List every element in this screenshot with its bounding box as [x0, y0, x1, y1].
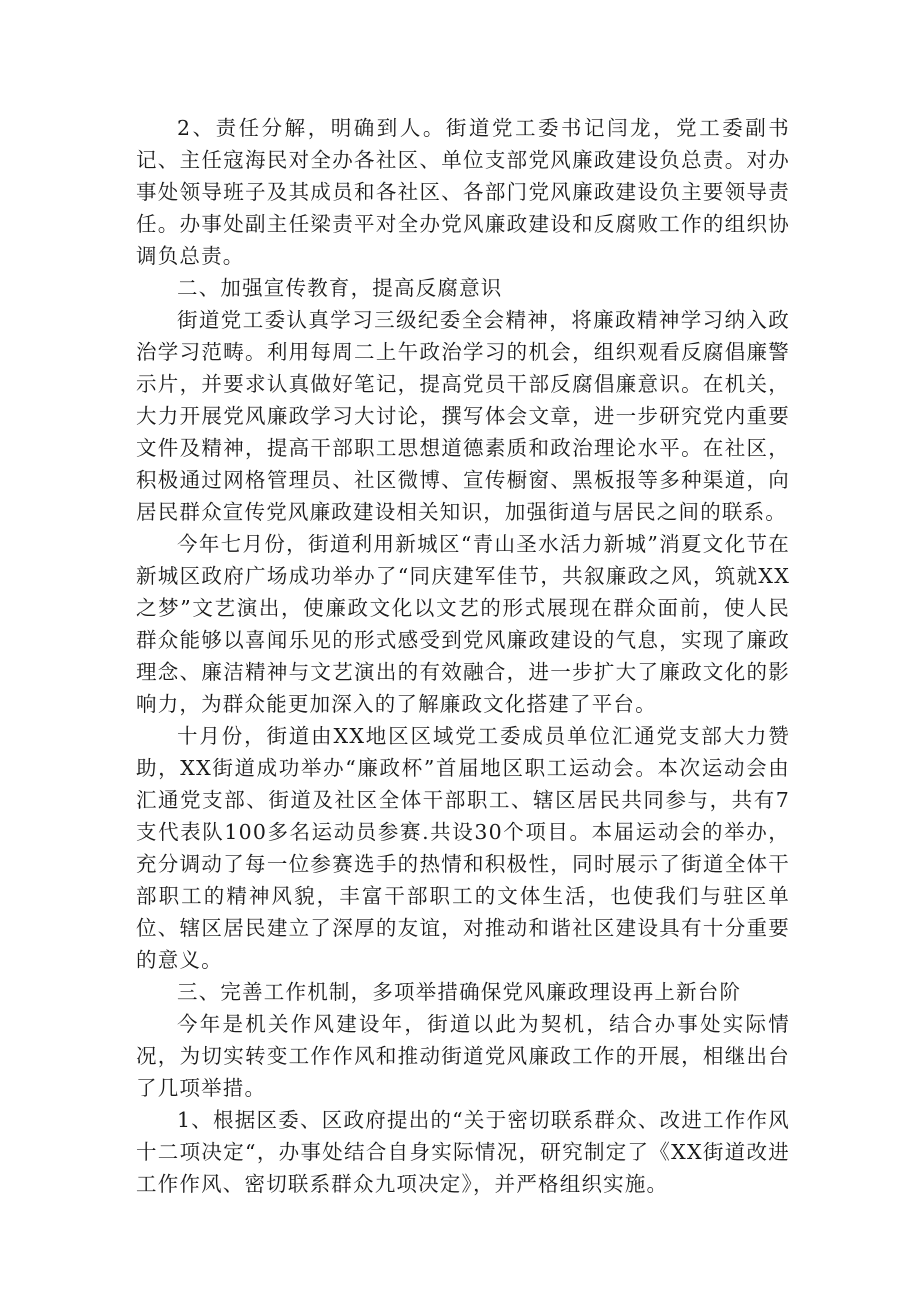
section-heading-2: 二、加强宣传教育，提高反腐意识	[177, 276, 503, 300]
paragraph-study: 街道党工委认真学习三级纪委全会精神，将廉政精神学习纳入政治学习范畴。利用每周二上午政治学习的机会，组织观看反腐倡廉警示片，并要求认真做好笔记，提高党员干部反腐倡廉意识。在机关，大力开展党风廉政学习大讨论，撰写体会文章，进一步研究党内重要文件及精神，提高干部职工思想道德素质和政治理论水平。在社区，积极通过网格管理员、社区微博、宣传橱窗、黑板报等多种渠道，向居民群众宣传党风廉政建设相关知识，加强街道与居民之间的联系。	[136, 308, 790, 524]
paragraph-item-1: 1、根据区委、区政府提出的“关于密切联系群众、改进工作作风十二项决定“，办事处结合自身实际情况，研究制定了《XX街道改进工作作风、密切联系群众九项决定》，并严格组织实施。	[136, 1108, 790, 1196]
paragraph-responsibility: 2、责任分解，明确到人。街道党工委书记闫龙，党工委副书记、主任寇海民对全办各社区、单位支部党风廉政建设负总责。对办事处领导班子及其成员和各社区、各部门党风廉政建设负主要领导责任。办事处副主任梁责平对全办党风廉政建设和反腐败工作的组织协调负总责。	[136, 116, 790, 268]
paragraph-work-style: 今年是机关作风建设年，街道以此为契机，结合办事处实际情况，为切实转变工作作风和推动街道党风廉政工作的开展，相继出台了几项举措。	[136, 1012, 790, 1100]
section-heading-3: 三、完善工作机制，多项举措确保党风廉政理设再上新台阶	[177, 980, 742, 1004]
paragraph-july-event: 今年七月份，街道利用新城区“青山圣水活力新城”消夏文化节在新城区政府广场成功举办了“同庆建军佳节，共叙廉政之风，筑就XX之梦”文艺演出，使廉政文化以文艺的形式展现在群众面前，使人民群众能够以喜闻乐见的形式感受到党风廉政建设的气息，实现了廉政理念、廉洁精神与文艺演出的有效融合，进一步扩大了廉政文化的影响力，为群众能更加深入的了解廉政文化搭建了平台。	[136, 532, 790, 716]
document-body	[136, 112, 790, 1200]
paragraph-october-sports: 十月份，街道由XX地区区域党工委成员单位汇通党支部大力赞助，XX街道成功举办“廉政杯”首届地区职工运动会。本次运动会由汇通党支部、街道及社区全体干部职工、辖区居民共同参与，共有7支代表队100多名运动员参赛.共设30个项目。本届运动会的举办，充分调动了每一位参赛选手的热情和积极性，同时展示了街道全体干部职工的精神风貌，丰富干部职工的文体生活，也使我们与驻区单位、辖区居民建立了深厚的友谊，对推动和谐社区建设具有十分重要的意义。	[136, 724, 790, 972]
